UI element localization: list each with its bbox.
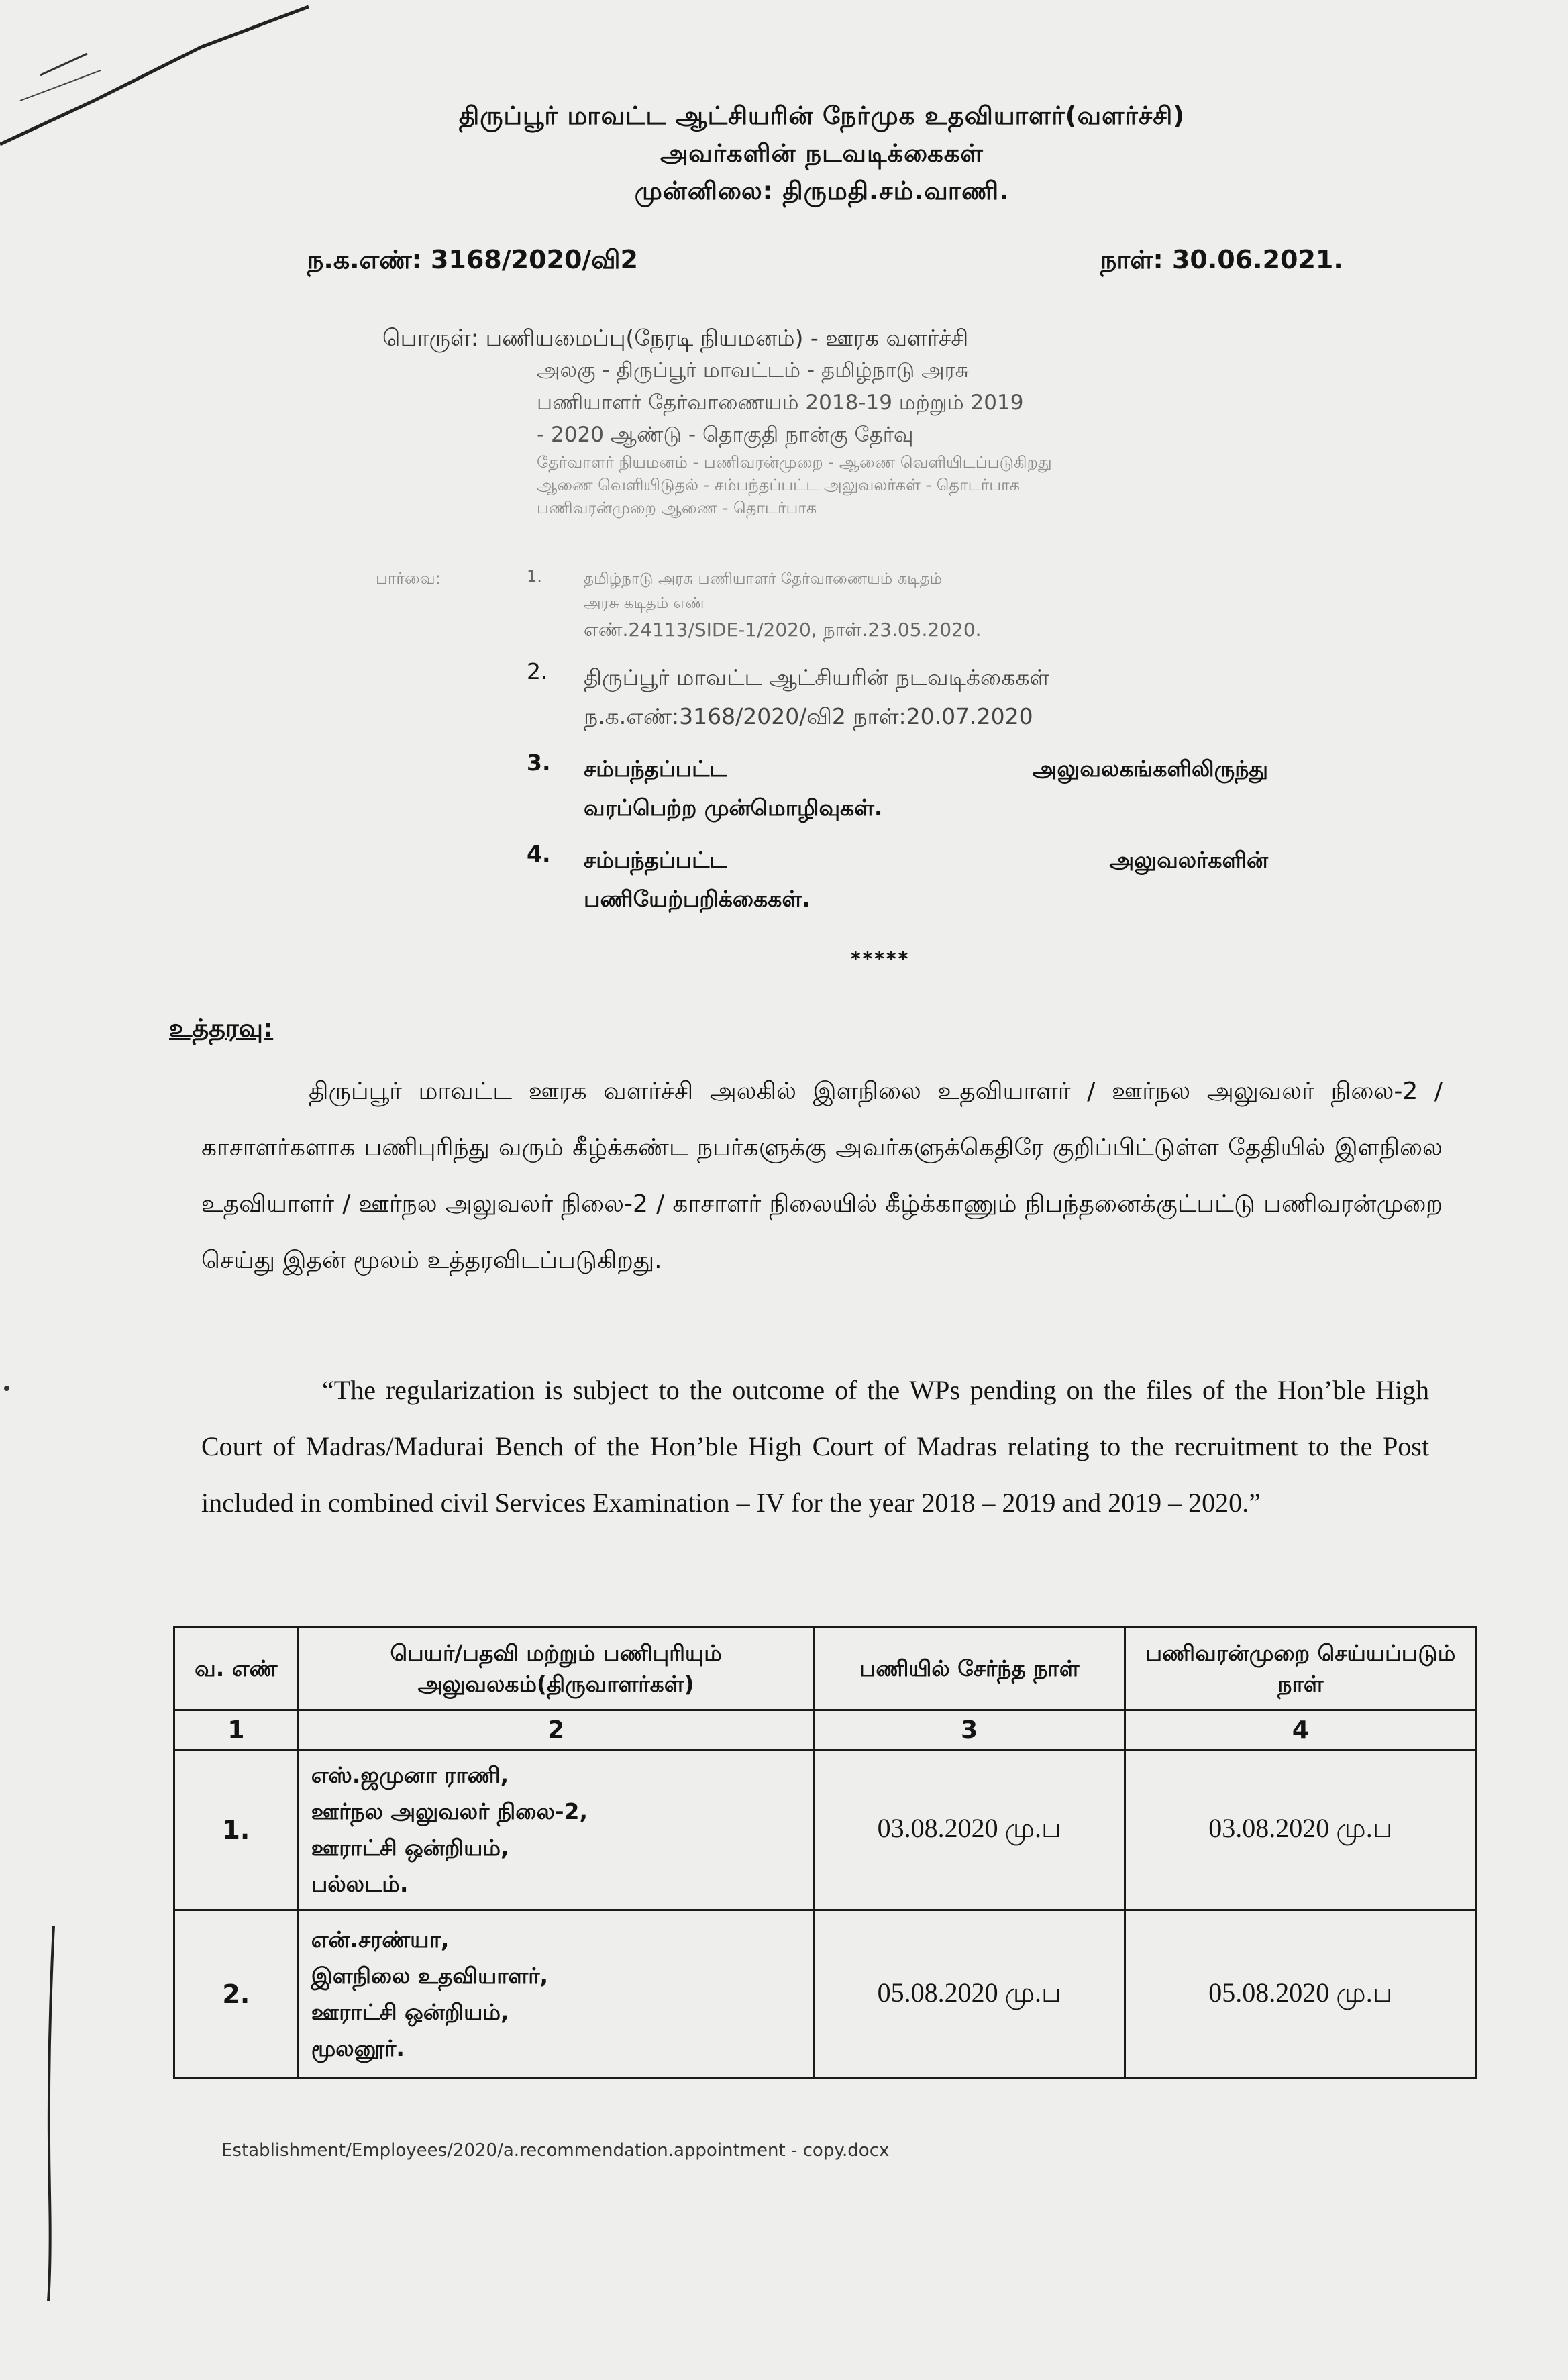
- document-file-path: Establishment/Employees/2020/a.recommendation.appointment - copy.docx: [221, 2140, 890, 2161]
- reference-4-line-2: பணியேற்பறிக்கைகள்.: [584, 886, 811, 912]
- subject-block: [382, 322, 1255, 519]
- reference-date: நாள்: 30.06.2021.: [1100, 245, 1343, 274]
- row-joining-date: 03.08.2020 மு.ப: [814, 1750, 1125, 1910]
- employee-post: ஊர்நல அலுவலர் நிலை-2,: [311, 1798, 588, 1824]
- subject-faint-1: தேர்வாளர் நியமனம் - பணிவரன்முறை - ஆணை வெளியிடப்படுகிறது: [537, 453, 1052, 472]
- scan-artifact-stroke: [0, 0, 349, 161]
- column-index-1: 1: [174, 1710, 299, 1750]
- employee-place: மூலனூர்.: [311, 2034, 405, 2061]
- table-index-row: [174, 1710, 1477, 1750]
- employee-office: ஊராட்சி ஒன்றியம்,: [311, 1834, 509, 1861]
- column-header-regularization-date: பணிவரன்முறை செய்யப்படும் நாள்: [1125, 1628, 1476, 1710]
- reference-item-3: [376, 749, 1268, 827]
- column-index-3: 3: [814, 1710, 1125, 1750]
- reference-3-left: சம்பந்தப்பட்ட: [584, 756, 727, 782]
- reference-1-line: எண்.24113/SIDE-1/2020, நாள்.23.05.2020.: [584, 619, 982, 641]
- column-index-2: 2: [298, 1710, 814, 1750]
- table-row: [174, 1910, 1477, 2078]
- header-line-1: திருப்பூர் மாவட்ட ஆட்சியரின் நேர்முக உதவியாளர்(வளர்ச்சி): [458, 101, 1186, 130]
- reference-1-faint-1: தமிழ்நாடு அரசு பணியாளர் தேர்வாணையம் கடிதம்: [584, 570, 943, 588]
- row-serial: 1.: [174, 1750, 299, 1910]
- reference-number-3: 3.: [527, 749, 551, 776]
- employee-name: எஸ்.ஜமுனா ராணி,: [311, 1762, 509, 1788]
- references-label: பார்வை:: [376, 569, 441, 588]
- subject-line-2: அலகு - திருப்பூர் மாவட்டம் - தமிழ்நாடு அரசு: [537, 358, 969, 382]
- reference-item-1: [376, 567, 1268, 645]
- column-header-serial: வ. எண்: [174, 1628, 299, 1710]
- order-heading: உத்தரவு:: [169, 1013, 274, 1043]
- references-block: [376, 567, 1268, 932]
- reference-item-4: [376, 841, 1268, 919]
- reference-number-1: 1.: [527, 567, 542, 586]
- subject-text-1: பணியமைப்பு(நேரடி நியமனம்) - ஊரக வளர்ச்சி: [485, 325, 969, 351]
- subject-line-3: பணியாளர் தேர்வாணையம் 2018-19 மற்றும் 2019: [537, 391, 1024, 415]
- subject-label: பொருள்:: [382, 325, 479, 352]
- reference-number: ந.க.எண்: 3168/2020/வி2: [307, 245, 638, 274]
- margin-dot: [4, 1386, 9, 1391]
- row-serial: 2.: [174, 1910, 299, 2078]
- reference-4-line-1: [584, 841, 1268, 880]
- employee-name: என்.சரண்யா,: [311, 1926, 450, 1953]
- regularization-condition: “The regularization is subject to the outcome of the WPs pending on the files of the Hon’ble High Court of Madras/Madurai Bench of the Hon’ble High Court of Madras relating to the recruitment to the Post included in combined civil Services Examination – IV for the year 2018 – 2019 and 2019 – 2020.”: [201, 1375, 1429, 1518]
- table-row: [174, 1750, 1477, 1910]
- column-header-name-post: பெயர்/பதவி மற்றும் பணிபுரியும் அலுவலகம்(திருவாளர்கள்): [298, 1628, 814, 1710]
- reference-number-2: 2.: [527, 658, 548, 684]
- margin-pen-mark: [40, 1926, 60, 2301]
- reference-4-left: சம்பந்தப்பட்ட: [584, 847, 727, 873]
- order-body: திருப்பூர் மாவட்ட ஊரக வளர்ச்சி அலகில் இளநிலை உதவியாளர் / ஊர்நல அலுவலர் நிலை-2 / காசாளர்களாக பணிபுரிந்து வரும் கீழ்க்கண்ட நபர்களுக்கு அவர்களுக்கெதிரே குறிப்பிட்டுள்ள தேதியில் இளநிலை உதவியாளர் / ஊர்நல அலுவலர் நிலை-2 / காசாளர் நிலையில் கீழ்க்காணும் நிபந்தனைக்குட்பட்டு பணிவரன்முறை செய்து இதன் மூலம் உத்தரவிடப்படுகிறது.: [201, 1078, 1443, 1274]
- reference-3-right: அலுவலகங்களிலிருந்து: [1032, 756, 1268, 782]
- employee-office: ஊராட்சி ஒன்றியம்,: [311, 1998, 509, 2025]
- reference-3-line-2: வரப்பெற்ற முன்மொழிவுகள்.: [584, 794, 883, 821]
- row-regularization-date: 03.08.2020 மு.ப: [1125, 1750, 1476, 1910]
- reference-4-right: அலுவலர்களின்: [1109, 847, 1268, 873]
- row-regularization-date: 05.08.2020 மு.ப: [1125, 1910, 1476, 2078]
- subject-faint-2: ஆணை வெளியிடுதல் - சம்பந்தப்பட்ட அலுவலர்கள் - தொடர்பாக: [537, 476, 1020, 495]
- column-header-joining-date: பணியில் சேர்ந்த நாள்: [814, 1628, 1125, 1710]
- row-name-post: [298, 1910, 814, 2078]
- employee-post: இளநிலை உதவியாளர்,: [311, 1962, 549, 1989]
- reference-1-faint-2: அரசு கடிதம் எண்: [584, 594, 705, 612]
- reference-item-2: [376, 658, 1268, 736]
- office-header: [335, 97, 1308, 210]
- separator-stars: *****: [851, 947, 910, 970]
- employee-place: பல்லடம்.: [311, 1871, 409, 1897]
- header-line-2: அவர்களின் நடவடிக்கைகள்: [660, 139, 984, 168]
- row-name-post: [298, 1750, 814, 1910]
- subject-faint-3: பணிவரன்முறை ஆணை - தொடர்பாக: [537, 499, 817, 517]
- reference-2-line-1: திருப்பூர் மாவட்ட ஆட்சியரின் நடவடிக்கைகள்: [584, 664, 1050, 690]
- table-header-row: [174, 1628, 1477, 1710]
- reference-2-line-2: ந.க.எண்:3168/2020/வி2 நாள்:20.07.2020: [584, 703, 1033, 729]
- regularization-table: [173, 1626, 1477, 2079]
- reference-3-line-1: [584, 749, 1268, 788]
- subject-line-1: [382, 322, 1255, 354]
- column-index-4: 4: [1125, 1710, 1476, 1750]
- reference-number-4: 4.: [527, 841, 551, 867]
- row-joining-date: 05.08.2020 மு.ப: [814, 1910, 1125, 2078]
- subject-line-4: - 2020 ஆண்டு - தொகுதி நான்கு தேர்வு: [537, 423, 914, 447]
- header-line-3: முன்னிலை: திருமதி.சம்.வாணி.: [634, 176, 1010, 205]
